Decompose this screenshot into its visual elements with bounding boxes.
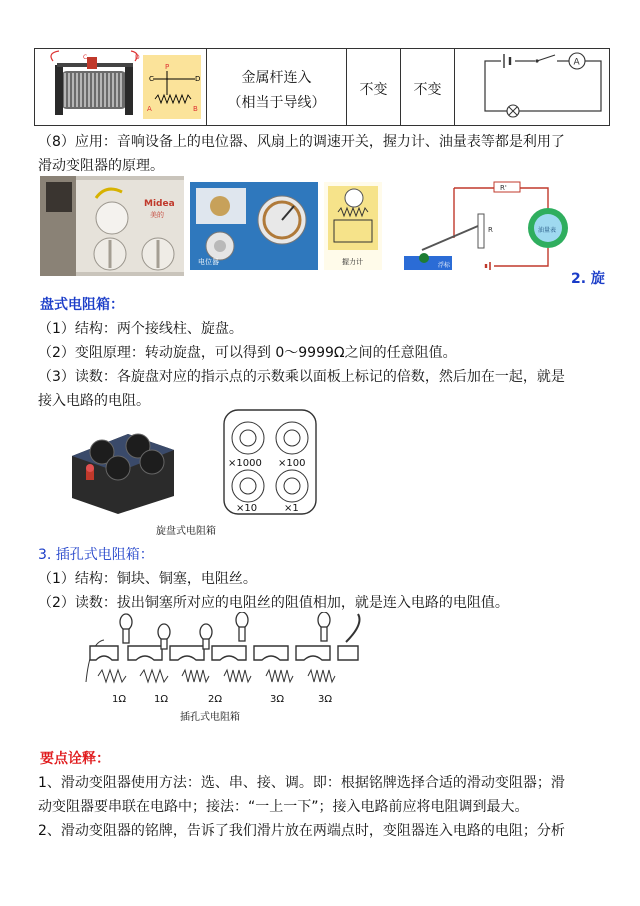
section3-heading: 3. 插孔式电阻箱： [38, 547, 154, 563]
connection-cell [207, 49, 347, 125]
plug-value-4: 3Ω [270, 694, 285, 705]
midea-logo: Midea [144, 199, 175, 209]
fuel-gauge-diagram [402, 178, 572, 274]
dial-box-reading: （3）读数：各旋盘对应的指示点的示数乘以面板上标记的倍数，然后加在一起，就是 [38, 369, 565, 385]
key-point-2: 2、滑动变阻器的铭牌，告诉了我们滑片放在两端点时，变阻器连入电路的电阻；分析 [38, 823, 565, 839]
plug-value-3: 2Ω [208, 694, 223, 705]
fuel-r: R [488, 226, 493, 234]
fuel-gauge-label: 油量表 [538, 227, 557, 234]
connection-note: （相当于导线） [227, 95, 326, 111]
multiplier-100: ×100 [278, 458, 306, 469]
circuit-diagram [455, 49, 609, 125]
section2-heading: 盘式电阻箱： [40, 297, 124, 313]
dial-resistance-box-photo [68, 416, 178, 516]
key-points-heading: 要点诠释： [40, 751, 110, 767]
dial-box-structure: （1）结构：两个接线柱、旋盘。 [38, 321, 243, 337]
potentiometer-caption: 电位器 [198, 258, 219, 266]
dial-box-reading-cont: 接入电路的电阻。 [38, 393, 150, 409]
plug-box-caption: 插孔式电阻箱 [180, 712, 240, 723]
rheostat-drawing [35, 49, 205, 125]
svg-text:C: C [149, 75, 154, 83]
schematic-label-b: B [193, 105, 198, 113]
resistance-cell [347, 49, 401, 125]
current-cell [401, 49, 455, 125]
multiplier-1: ×1 [284, 503, 299, 514]
svg-text:D: D [195, 75, 201, 83]
key-point-1: 1、滑动变阻器使用方法：选、串、接、调。即：根据铭牌选择合适的滑动变阻器；滑 [38, 775, 565, 791]
application-paragraph: （8）应用：音响设备上的电位器、风扇上的调速开关，握力计、油量表等都是利用了 [38, 134, 565, 150]
float-label: 浮标 [438, 262, 451, 269]
plug-value-1: 1Ω [112, 694, 127, 705]
plug-value-5: 3Ω [318, 694, 333, 705]
fan-switch-photo [40, 176, 184, 276]
application-paragraph-cont: 滑动变阻器的原理。 [38, 158, 164, 174]
potentiometer-photo [190, 182, 318, 270]
resistance-value: 不变 [359, 82, 388, 98]
plug-box-structure: （1）结构：铜块、铜塞，电阻丝。 [38, 571, 257, 587]
rheostat-figure-cell [35, 49, 207, 125]
grip-meter-photo [324, 182, 382, 270]
key-point-1-cont: 动变阻器要串联在电路中；接法：“一上一下”；接入电路前应将电阻调到最大。 [38, 799, 529, 815]
section2-heading-start: 2. 旋 [571, 271, 605, 287]
circuit-cell [455, 49, 609, 125]
multiplier-10: ×10 [236, 503, 258, 514]
current-value: 不变 [413, 82, 442, 98]
rheostat-label-c: C [83, 54, 88, 61]
grip-caption: 握力计 [342, 258, 363, 266]
schematic-label-a: A [147, 105, 152, 113]
comparison-table-row [34, 48, 610, 126]
fuel-r-prime: R' [500, 184, 507, 192]
dial-box-principle: （2）变阻原理：转动旋盘，可以得到 0～9999Ω之间的任意阻值。 [38, 345, 457, 361]
plug-box-reading: （2）读数：拔出铜塞所对应的电阻丝的阻值相加，就是连入电路的电阻值。 [38, 595, 509, 611]
rheostat-label-d: D [135, 54, 140, 61]
connection-text: 金属杆连入 [241, 70, 312, 86]
schematic-label-p: P [165, 63, 170, 71]
plug-resistance-box-diagram [76, 612, 368, 704]
multiplier-1000: ×1000 [228, 458, 262, 469]
midea-logo-cn: 美的 [150, 211, 164, 219]
plug-value-2: 1Ω [154, 694, 169, 705]
dial-box-caption: 旋盘式电阻箱 [156, 526, 216, 537]
ammeter-label: A [573, 57, 580, 68]
